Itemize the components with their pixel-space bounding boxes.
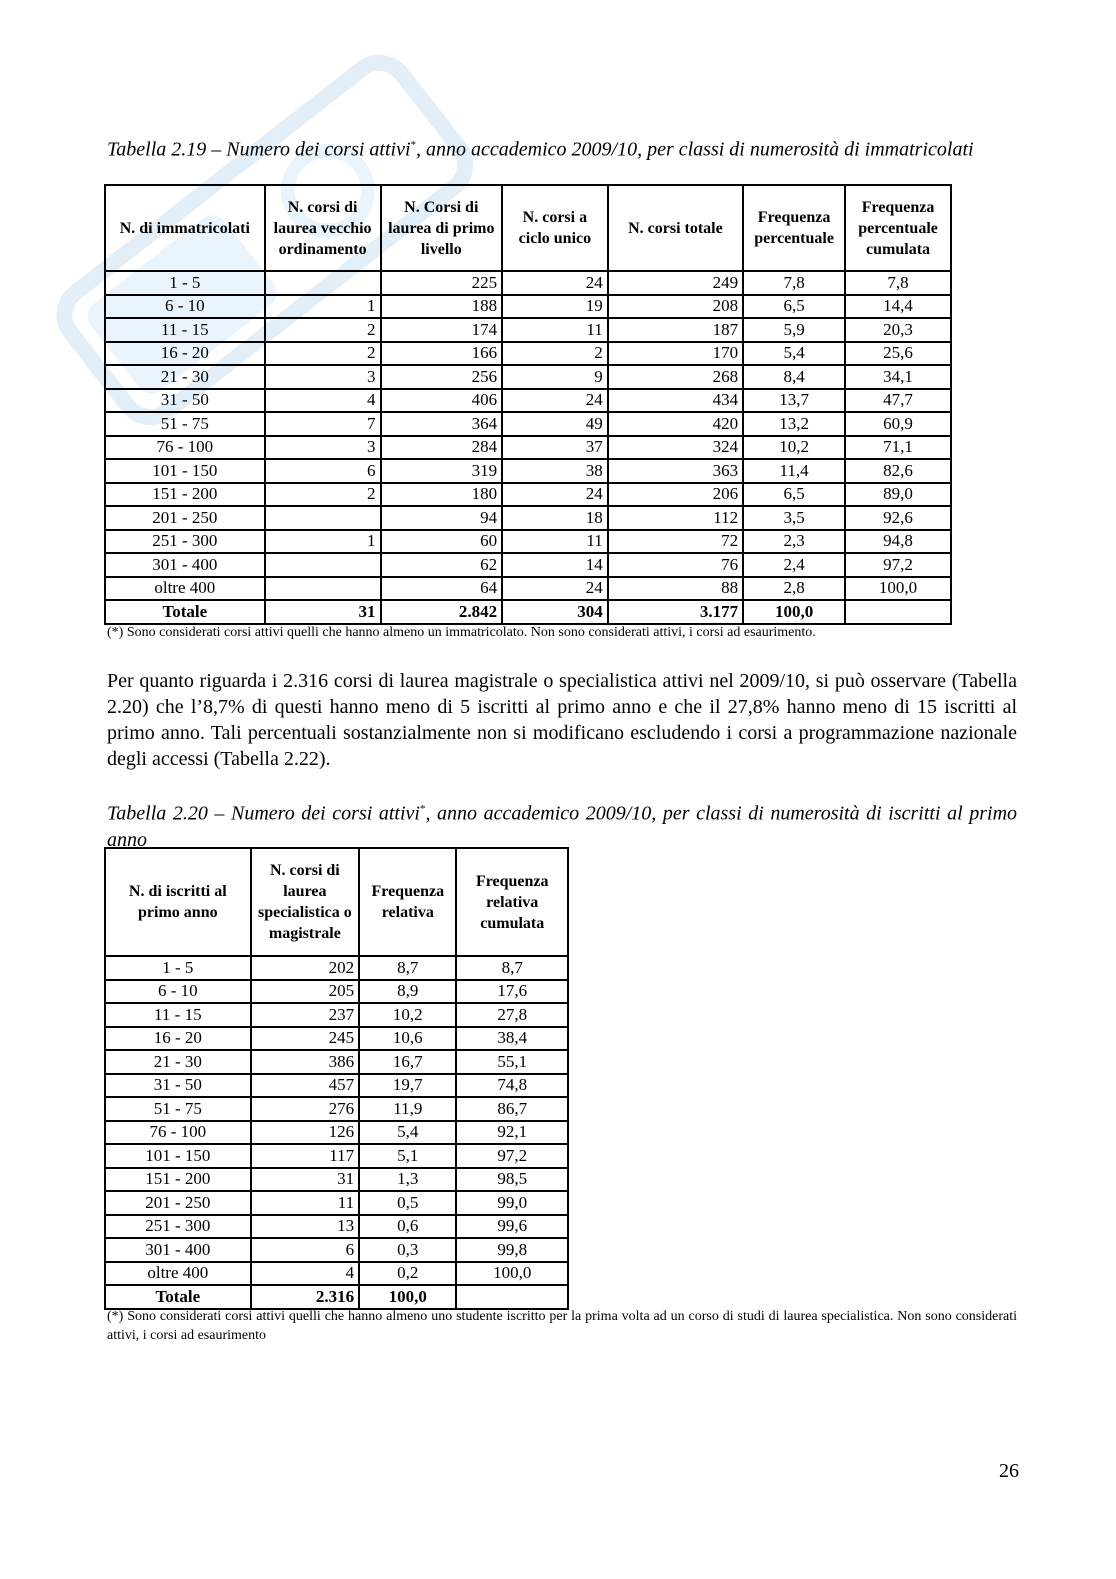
table-cell: 206 [608, 483, 743, 507]
table-total-row [105, 1285, 568, 1309]
table-cell: 99,6 [456, 1215, 568, 1239]
table-cell: 0,6 [359, 1215, 456, 1239]
table-cell: 19,7 [359, 1074, 456, 1098]
row-label-cell: 31 - 50 [105, 1074, 251, 1098]
table-cell: 89,0 [845, 483, 951, 507]
table-cell: 74,8 [456, 1074, 568, 1098]
table-cell: 18 [502, 506, 608, 530]
table-cell: 11 [502, 318, 608, 342]
col-header: N. corsi di laurea vecchio ordinamento [265, 185, 381, 271]
table-cell: 237 [251, 1003, 359, 1027]
row-label-cell: 301 - 400 [105, 553, 265, 577]
table-cell: 2,8 [743, 577, 845, 601]
table-row [105, 318, 951, 342]
table-cell: 27,8 [456, 1003, 568, 1027]
table-row [105, 412, 951, 436]
table-cell: 10,2 [743, 436, 845, 460]
table-row [105, 389, 951, 413]
table-row [105, 1097, 568, 1121]
table-cell: 60,9 [845, 412, 951, 436]
table-row [105, 1121, 568, 1145]
table-cell: 100,0 [743, 600, 845, 624]
row-label-cell: 1 - 5 [105, 956, 251, 980]
table-2-20-caption: Tabella 2.20 – Numero dei corsi attivi*, anno accademico 2009/10, per classi di numerosità di iscritti al primo anno [107, 802, 1018, 851]
table-row [105, 530, 951, 554]
table-cell: 20,3 [845, 318, 951, 342]
table-cell: 94,8 [845, 530, 951, 554]
row-label-cell: 31 - 50 [105, 389, 265, 413]
row-label-cell: 251 - 300 [105, 1215, 251, 1239]
table-row [105, 1191, 568, 1215]
table-cell: 71,1 [845, 436, 951, 460]
table-cell: 0,5 [359, 1191, 456, 1215]
table-cell: 9 [502, 365, 608, 389]
table-cell: 24 [502, 271, 608, 295]
table-cell: 10,6 [359, 1027, 456, 1051]
table-cell: 256 [381, 365, 503, 389]
table-cell: 62 [381, 553, 503, 577]
table-cell: 117 [251, 1144, 359, 1168]
table-cell: 82,6 [845, 459, 951, 483]
table-cell: 166 [381, 342, 503, 366]
row-label-cell: 51 - 75 [105, 412, 265, 436]
table-cell: 2.842 [381, 600, 503, 624]
row-label-cell: 6 - 10 [105, 295, 265, 319]
row-label-cell: 11 - 15 [105, 1003, 251, 1027]
table-total-row [105, 600, 951, 624]
table-cell: 276 [251, 1097, 359, 1121]
table-cell: 112 [608, 506, 743, 530]
table-row [105, 436, 951, 460]
table-cell: 364 [381, 412, 503, 436]
table-cell: 268 [608, 365, 743, 389]
table-cell [265, 271, 381, 295]
table-cell: 324 [608, 436, 743, 460]
table-cell: 386 [251, 1050, 359, 1074]
row-label-cell: 6 - 10 [105, 980, 251, 1004]
table-cell: 0,3 [359, 1238, 456, 1262]
table-cell: 99,0 [456, 1191, 568, 1215]
col-header: Frequenza relativa cumulata [456, 848, 568, 956]
table-cell: 225 [381, 271, 503, 295]
col-header: N. di immatricolati [105, 185, 265, 271]
row-label-cell: oltre 400 [105, 1262, 251, 1286]
table-cell: 284 [381, 436, 503, 460]
table-cell: 55,1 [456, 1050, 568, 1074]
table-cell: 180 [381, 483, 503, 507]
table-cell: 92,1 [456, 1121, 568, 1145]
table-cell: 319 [381, 459, 503, 483]
table-cell: 1 [265, 530, 381, 554]
table-cell: 13,2 [743, 412, 845, 436]
table-cell: 5,4 [743, 342, 845, 366]
table-cell: 5,9 [743, 318, 845, 342]
table-cell: 100,0 [359, 1285, 456, 1309]
table-row [105, 342, 951, 366]
table-row [105, 483, 951, 507]
table-cell: 24 [502, 389, 608, 413]
table-cell: 11,9 [359, 1097, 456, 1121]
table-cell: 37 [502, 436, 608, 460]
table-2-20-footnote: (*) Sono considerati corsi attivi quelli che hanno almeno uno studente iscritto per la prima volta ad un corso di studi di laurea specialistica. Non sono considerati attivi, i corsi ad esaurimento [107, 1309, 1017, 1343]
row-label-cell: 16 - 20 [105, 342, 265, 366]
row-label-cell: Totale [105, 1285, 251, 1309]
table-header-row [105, 848, 568, 956]
table-cell: 72 [608, 530, 743, 554]
table-cell: 34,1 [845, 365, 951, 389]
table-cell: 3.177 [608, 600, 743, 624]
table-cell: 406 [381, 389, 503, 413]
table-row [105, 271, 951, 295]
table-cell: 76 [608, 553, 743, 577]
table-cell: 3,5 [743, 506, 845, 530]
row-label-cell: 201 - 250 [105, 506, 265, 530]
table-cell: 208 [608, 295, 743, 319]
table-cell: 13 [251, 1215, 359, 1239]
row-label-cell: 1 - 5 [105, 271, 265, 295]
table-header-row [105, 185, 951, 271]
row-label-cell: 21 - 30 [105, 1050, 251, 1074]
col-header: Frequenza percentuale cumulata [845, 185, 951, 271]
table-cell: 25,6 [845, 342, 951, 366]
table-2-19 [104, 184, 952, 625]
table-row [105, 1144, 568, 1168]
table-cell: 64 [381, 577, 503, 601]
row-label-cell: 151 - 200 [105, 483, 265, 507]
table-cell: 38,4 [456, 1027, 568, 1051]
table-cell: 14,4 [845, 295, 951, 319]
table-cell: 5,4 [359, 1121, 456, 1145]
table-cell: 4 [251, 1262, 359, 1286]
table-cell: 6,5 [743, 295, 845, 319]
row-label-cell: 11 - 15 [105, 318, 265, 342]
table-cell: 92,6 [845, 506, 951, 530]
table-cell: 98,5 [456, 1168, 568, 1192]
table-cell: 24 [502, 483, 608, 507]
table-cell: 11,4 [743, 459, 845, 483]
col-header: N. Corsi di laurea di primo livello [381, 185, 503, 271]
table-cell: 174 [381, 318, 503, 342]
row-label-cell: 51 - 75 [105, 1097, 251, 1121]
table-row [105, 1003, 568, 1027]
table-cell: 100,0 [456, 1262, 568, 1286]
table-cell: 13,7 [743, 389, 845, 413]
table-cell: 60 [381, 530, 503, 554]
row-label-cell: 251 - 300 [105, 530, 265, 554]
table-cell: 2 [265, 342, 381, 366]
table-cell: 457 [251, 1074, 359, 1098]
table-cell [265, 506, 381, 530]
table-row [105, 980, 568, 1004]
table-cell: 8,7 [359, 956, 456, 980]
table-row [105, 1074, 568, 1098]
page-number: 26 [999, 1460, 1019, 1482]
table-cell: 99,8 [456, 1238, 568, 1262]
table-cell: 31 [251, 1168, 359, 1192]
table-row [105, 1215, 568, 1239]
table-cell: 2,3 [743, 530, 845, 554]
table-cell: 31 [265, 600, 381, 624]
table-cell: 47,7 [845, 389, 951, 413]
table-row [105, 577, 951, 601]
table-cell: 5,1 [359, 1144, 456, 1168]
table-row [105, 365, 951, 389]
table-cell: 2 [265, 318, 381, 342]
table-cell: 2.316 [251, 1285, 359, 1309]
table-cell: 11 [251, 1191, 359, 1215]
row-label-cell: 76 - 100 [105, 436, 265, 460]
col-header: N. corsi totale [608, 185, 743, 271]
table-cell: 6,5 [743, 483, 845, 507]
table-cell: 3 [265, 436, 381, 460]
table-cell: 38 [502, 459, 608, 483]
table-row [105, 459, 951, 483]
table-cell: 14 [502, 553, 608, 577]
row-label-cell: 21 - 30 [105, 365, 265, 389]
row-label-cell: 101 - 150 [105, 1144, 251, 1168]
table-2-19-caption: Tabella 2.19 – Numero dei corsi attivi*, anno accademico 2009/10, per classi di numerosità di immatricolati [107, 138, 974, 161]
table-cell: 97,2 [456, 1144, 568, 1168]
row-label-cell: 151 - 200 [105, 1168, 251, 1192]
table-row [105, 956, 568, 980]
table-row [105, 1168, 568, 1192]
table-cell: 205 [251, 980, 359, 1004]
table-row [105, 1238, 568, 1262]
row-label-cell: oltre 400 [105, 577, 265, 601]
table-cell [265, 577, 381, 601]
table-row [105, 1050, 568, 1074]
table-cell: 94 [381, 506, 503, 530]
table-cell: 1 [265, 295, 381, 319]
col-header: Frequenza percentuale [743, 185, 845, 271]
table-row [105, 1027, 568, 1051]
table-cell: 8,9 [359, 980, 456, 1004]
table-cell: 188 [381, 295, 503, 319]
table-cell: 0,2 [359, 1262, 456, 1286]
col-header: N. corsi di laurea specialistica o magistrale [251, 848, 359, 956]
table-row [105, 553, 951, 577]
table-row [105, 506, 951, 530]
table-cell: 2,4 [743, 553, 845, 577]
col-header: Frequenza relativa [359, 848, 456, 956]
col-header: N. di iscritti al primo anno [105, 848, 251, 956]
table-cell [456, 1285, 568, 1309]
row-label-cell: 16 - 20 [105, 1027, 251, 1051]
table-cell: 126 [251, 1121, 359, 1145]
table-cell: 2 [502, 342, 608, 366]
col-header: N. corsi a ciclo unico [502, 185, 608, 271]
table-cell [265, 553, 381, 577]
table-cell: 8,7 [456, 956, 568, 980]
row-label-cell: 201 - 250 [105, 1191, 251, 1215]
table-cell: 187 [608, 318, 743, 342]
row-label-cell: Totale [105, 600, 265, 624]
table-cell: 100,0 [845, 577, 951, 601]
table-cell: 86,7 [456, 1097, 568, 1121]
table-cell: 97,2 [845, 553, 951, 577]
table-cell: 363 [608, 459, 743, 483]
row-label-cell: 76 - 100 [105, 1121, 251, 1145]
table-cell: 6 [251, 1238, 359, 1262]
table-cell: 3 [265, 365, 381, 389]
table-cell: 7,8 [845, 271, 951, 295]
table-cell: 170 [608, 342, 743, 366]
table-cell: 2 [265, 483, 381, 507]
table-cell: 7 [265, 412, 381, 436]
body-paragraph: Per quanto riguarda i 2.316 corsi di laurea magistrale o specialistica attivi nel 2009/10, si può osservare (Tabella 2.20) che l’8,7% di questi hanno meno di 5 iscritti al primo anno e che il 27,8% hanno meno di 15 iscritti al primo anno. Tali percentuali sostanzialmente non si modificano escludendo i corsi a programmazione nazionale degli accessi (Tabella 2.22). [107, 670, 1017, 770]
table-row [105, 295, 951, 319]
table-cell: 202 [251, 956, 359, 980]
table-row [105, 1262, 568, 1286]
table-cell: 7,8 [743, 271, 845, 295]
table-cell: 17,6 [456, 980, 568, 1004]
table-2-19-footnote: (*) Sono considerati corsi attivi quelli che hanno almeno un immatricolato. Non sono considerati attivi, i corsi ad esaurimento. [107, 625, 816, 640]
table-cell [845, 600, 951, 624]
table-2-20 [104, 847, 569, 1310]
table-cell: 304 [502, 600, 608, 624]
table-cell: 8,4 [743, 365, 845, 389]
table-cell: 16,7 [359, 1050, 456, 1074]
table-cell: 245 [251, 1027, 359, 1051]
table-cell: 49 [502, 412, 608, 436]
table-cell: 88 [608, 577, 743, 601]
table-cell: 24 [502, 577, 608, 601]
table-cell: 1,3 [359, 1168, 456, 1192]
row-label-cell: 101 - 150 [105, 459, 265, 483]
table-cell: 6 [265, 459, 381, 483]
table-cell: 434 [608, 389, 743, 413]
table-cell: 4 [265, 389, 381, 413]
table-cell: 11 [502, 530, 608, 554]
table-cell: 10,2 [359, 1003, 456, 1027]
table-cell: 249 [608, 271, 743, 295]
table-cell: 19 [502, 295, 608, 319]
table-cell: 420 [608, 412, 743, 436]
row-label-cell: 301 - 400 [105, 1238, 251, 1262]
